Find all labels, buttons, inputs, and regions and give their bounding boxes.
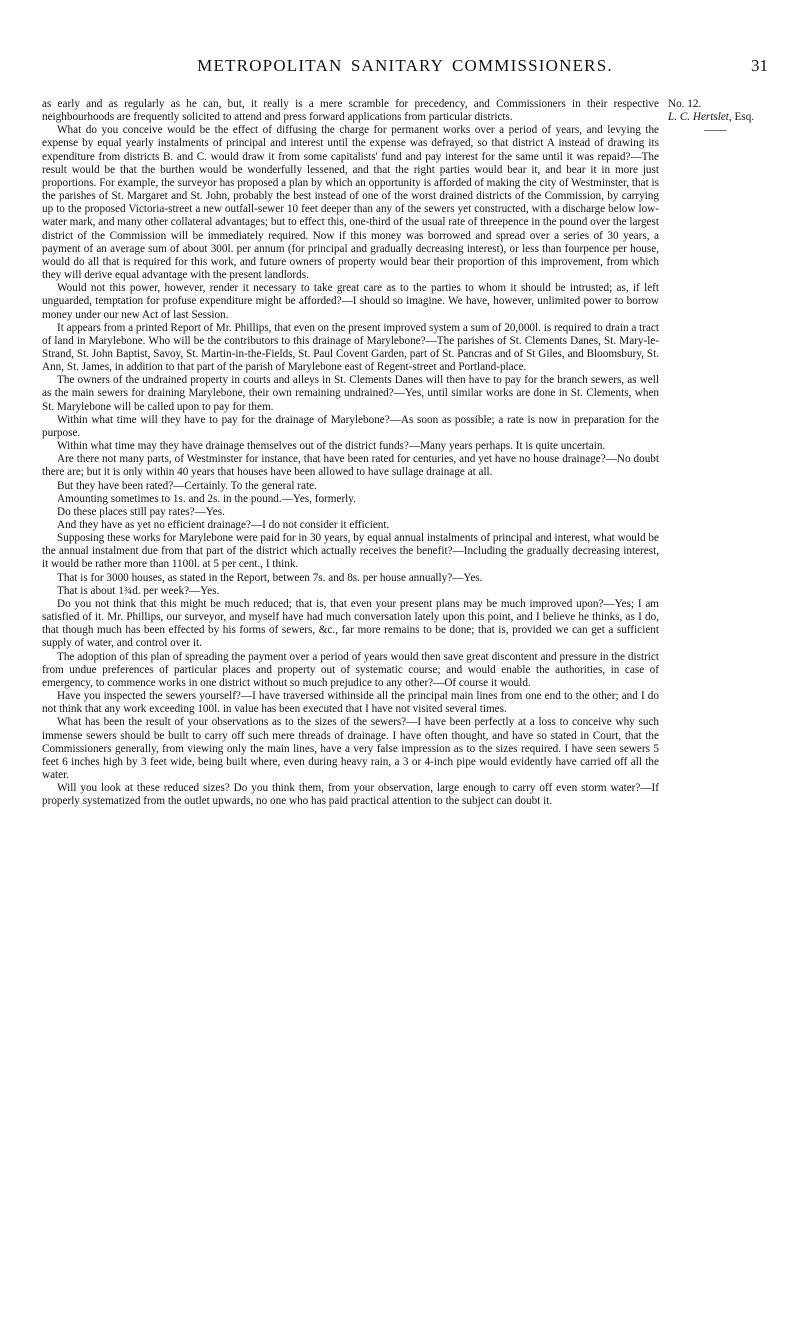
paragraph: as early and as regularly as he can, but, it really is a mere scramble for precedency, and Commissioners in their respective neighbourhoods are frequently solicited to attend and press forward applications from particular districts. — [42, 98, 659, 124]
body-text — [42, 98, 659, 808]
paragraph: It appears from a printed Report of Mr. Phillips, that even on the present improved system a sum of 20,000l. is required to drain a tract of land in Marylebone. Who will be the contributors to this drainage of Marylebone?—The parishes of St. Clements Danes, St. Mary-le-Strand, St. John Baptist, Savoy, St. Martin-in-the-Fields, St. Paul Covent Garden, part of St. Pancras and of St Giles, and Bloomsbury, St. Ann, St. James, in addition to that part of the parish of Marylebone east of Regent-street and Portland-place. — [42, 321, 659, 374]
paragraph: Would not this power, however, render it necessary to take great care as to the parties to whom it should be intrusted; as, if left unguarded, temptation for profuse expenditure might be afforded?—I should so imagine. We have, however, unlimited power to borrow money under our new Act of last Session. — [42, 282, 659, 321]
paragraph: That is for 3000 houses, as stated in the Report, between 7s. and 8s. per house annually?—Yes. — [57, 571, 483, 584]
witness-suffix: Esq. — [731, 111, 755, 124]
paragraph: The owners of the undrained property in courts and alleys in St. Clements Danes will then have to pay for the branch sewers, as well as the main sewers for draining Marylebone, their own remaining undrained?—Yes, until similar works are done in St. Clements, when St. Marylebone will be called upon to pay for them. — [42, 374, 659, 413]
side-margin — [668, 98, 794, 137]
question-number: No. 12. — [668, 98, 702, 110]
paragraph: Will you look at these reduced sizes? Do you think them, from your observation, large enough to carry off even storm water?—If properly systematized from the outlet upwards, no one who has paid practical attention to the subject can doubt it. — [42, 782, 659, 808]
paragraph: What do you conceive would be the effect of diffusing the charge for permanent works over a period of years, and levying the expense by equal yearly instalments of principal and interest until the expense was defrayed, so that district A instead of drawing its expenditure from districts B. and C. would draw it from some capitalists' fund and pay interest for the same until it was repaid?—The result would be that the burthen would be wonderfully lessened, and that the right parties would bear it, and bear it in more just proportions. For example, the surveyor has proposed a plan by which an opportunity is afforded of making the city of Westminster, that is the parishes of St. Margaret and St. John, probably the best instead of one of the worst drained districts of the Commission, by carrying up to the proposed Victoria-street a new outfall-sewer 10 feet deeper than any of the sewers yet constructed, with a discharge below low-water mark, and many other collateral advantages; but to effect this, one-third of the usual rate of threepence in the pound over the largest district of the Commission will be immediately required. Now if this money was borrowed and spread over a series of 30 years, a payment of an average sum of about 300l. per annum (for principal and gradually decreasing interest), or less than fourpence per house, would do all that is required for this work, and future owners of property would bear their proportion of this improvement, from which they will derive equal advantage with the present landlords. — [42, 124, 659, 282]
paragraph: Are there not many parts, of Westminster for instance, that have been rated for centuries, and yet have no house drainage?—No doubt there are; but it is only within 40 years that houses have been allowed to have sullage drainage at all. — [42, 453, 659, 479]
paragraph: The adoption of this plan of spreading the payment over a period of years would then save great discontent and pressure in the district from undue preferences of particular places and property out of systematic course; and would enable the authorities, in case of emergency, to commence works in one district without so much prejudice to any other?—Of course it would. — [42, 650, 659, 689]
page-number: 31 — [751, 56, 768, 75]
paragraph: But they have been rated?—Certainly. To the general rate. — [57, 479, 317, 492]
paragraph: Have you inspected the sewers yourself?—I have traversed withinside all the principal main lines from one end to the other; and I do not think that any work exceeding 100l. in value has been executed that I have not visited several times. — [42, 690, 659, 716]
page-header — [42, 56, 768, 80]
paragraph: That is about 1¾d. per week?—Yes. — [57, 584, 220, 597]
witness-line — [668, 111, 794, 124]
witness-name: L. C. Hertslet, — [668, 111, 732, 124]
paragraph: Do you not think that this might be much reduced; that is, that even your present plans may be much improved upon?—Yes; I am satisfied of it. Mr. Phillips, our surveyor, and myself have had much conversation lately upon this point, and I believe he thinks, as I do, that though much has been effected by his forms of sewers, &c., far more remains to be done; that is, provided we can get a sufficient supply of water, and control over it. — [42, 597, 659, 650]
running-title: METROPOLITAN SANITARY COMMISSIONERS. — [197, 56, 613, 75]
paragraph: Supposing these works for Marylebone were paid for in 30 years, by equal annual instalments of principal and interest, what would be the annual instalment due from that part of the district which actually receives the benefit?—Including the gradually decreasing interest, it would be rather more than 1100l. at 5 per cent., I think. — [42, 532, 659, 571]
paragraph: Within what time may they have drainage themselves out of the district funds?—Many years perhaps. It is quite uncertain. — [57, 440, 606, 453]
paragraph: And they have as yet no efficient drainage?—I do not consider it efficient. — [57, 519, 390, 531]
paragraph: What has been the result of your observations as to the sizes of the sewers?—I have been perfectly at a loss to conceive why such immense sewers should be built to carry off such mere threads of drainage. I have often thought, and have so stated in Court, that the Commissioners generally, from viewing only the main lines, have a very false impression as to the sizes required. I have seen sewers 5 feet 6 inches high by 3 feet wide, being built where, even during heavy rain, a 3 or 4-inch pipe would evidently have carried off all the water. — [42, 716, 659, 781]
margin-dash: —— — [704, 124, 727, 137]
paragraph: Within what time will they have to pay for the drainage of Marylebone?—As soon as possible; a rate is now in preparation for the purpose. — [42, 413, 659, 439]
paragraph: Amounting sometimes to 1s. and 2s. in the pound.—Yes, formerly. — [57, 492, 356, 505]
paragraph: Do these places still pay rates?—Yes. — [57, 505, 225, 518]
